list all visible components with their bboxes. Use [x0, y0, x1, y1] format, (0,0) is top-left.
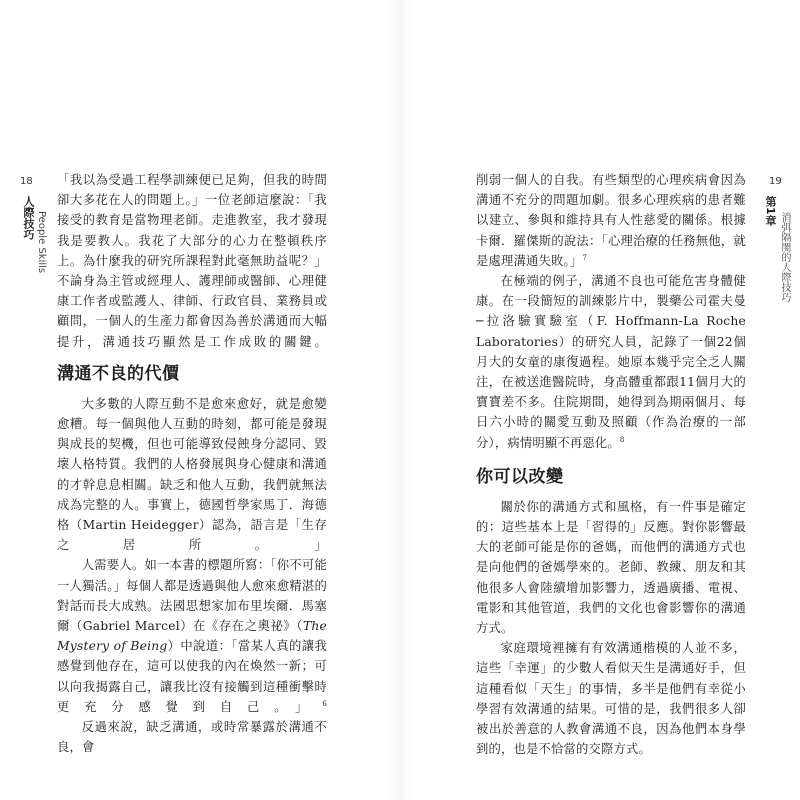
left-text-column [57, 170, 327, 757]
footnote-ref: 7 [582, 253, 587, 262]
chapter-label: 第1章 [764, 196, 777, 226]
paragraph-text: ）中說道：「當某人真的讓我感覺到他存在，這可以使我的內在煥然一新；可以向我揭露自己，讓我比沒有接觸到這種衝擊時更充分感覺到自己。」 [57, 639, 328, 714]
right-page [400, 0, 800, 800]
section-heading: 溝通不良的代價 [57, 363, 180, 384]
book-title-italic: The Mystery of Being [57, 619, 327, 654]
page-number: 19 [769, 176, 782, 187]
body-paragraph-with-quote [57, 555, 327, 717]
intro-paragraph: 「我以為受過工程學訓練便已足夠，但我的時間卻大多花在人的問題上。」一位老師這麼說：「我接受的教育是當物理老師。走進教室，我才發現我是要教人。我花了大部分的心力在整頓秩序上。為什麼我的研究所課程對此毫無助益呢？」不論身為主管或經理人、護理師或醫師、心理健康工作者或監護人、律師、行政官員、業務員或顧問，一個人的生產力都會因為善於溝通而大幅提升，溝通技巧顯然是工作成敗的關鍵。 [57, 173, 327, 349]
chapter-title: 消弭隔閡的人際技巧 [779, 212, 790, 302]
body-paragraph: 大多數的人際互動不是愈來愈好，就是愈變愈糟。每一個與他人互動的時刻，都可能是發現與成長的契機，但也可能導致侵蝕身分認同、毀壞人格特質。我們的人格發展與身心健康和溝通的才幹息息相關。缺乏和他人互動，我們就無法成為完整的人。事實上，德國哲學家馬丁．海德格（Martin Heidegger）認為，語言是「生存之居所。」 [57, 396, 327, 553]
paragraph-text: 削弱一個人的自我。有些類型的心理疾病會因為溝通不充分的問題加劇。很多心理疾病的患者難以建立、參與和維持具有人性慈愛的關係。根據卡爾．羅傑斯的說法：「心理治療的任務無他，就是處理溝通失敗。」 [476, 173, 746, 268]
running-head-subtitle: People Skills [36, 211, 47, 274]
footnote-ref: 6 [322, 699, 327, 708]
body-paragraph [476, 271, 746, 453]
body-paragraph: 關於你的溝通方式和風格，有一件事是確定的：這些基本上是「習得的」反應。對你影響最大的老師可能是你的爸媽，而他們的溝通方式也是向他們的爸媽學來的。老師、教練、朋友和其他很多人會陸續增加影響力，透過廣播、電視、電影和其他管道，我們的文化也會影響你的溝通方式。 [476, 499, 746, 636]
running-head-title: 人際技巧 [22, 196, 35, 240]
paragraph-text: 在極端的例子，溝通不良也可能危害身體健康。在一段簡短的訓練影片中，製藥公司霍夫曼─拉洛驗實驗室（F. Hoffmann-La Roche Laboratories）的研究人員，記錄了一個22個月大的女童的康復過程。她原本幾乎完全乏人關注，在被送進醫院時，身高體重都跟11個月大的寶寶差不多。住院期間，她得到為期兩個月、每日六小時的關愛互動及照顧（作為治療的一部分），病情明顯不再惡化。 [476, 274, 746, 450]
footnote-ref: 8 [619, 435, 625, 444]
page-number: 18 [20, 176, 33, 187]
continued-paragraph [476, 170, 746, 271]
body-paragraph: 家庭環境裡擁有有效溝通楷模的人並不多，這些「幸運」的少數人看似天生是溝通好手，但這種看似「天生」的事情，多半是他們有幸從小學習有效溝通的結果。可惜的是，我們很多人卻被出於善意的人教會溝通不良，因為他們本身學到的，也是不恰當的交際方式。 [476, 641, 746, 757]
paragraph-text: 人需要人。如一本書的標題所寫：「你不可能一人獨活。」每個人都是透過與他人愈來愈精湛的對話而長大成熟。法國思想家加布里埃爾．馬塞爾（Gabriel Marcel）在《存在之奧祕》（ [57, 558, 327, 634]
body-paragraph: 反過來說，缺乏溝通，或時常暴露於溝通不良，會 [57, 720, 327, 755]
right-text-column [476, 170, 746, 759]
section-heading: 你可以改變 [476, 466, 564, 487]
